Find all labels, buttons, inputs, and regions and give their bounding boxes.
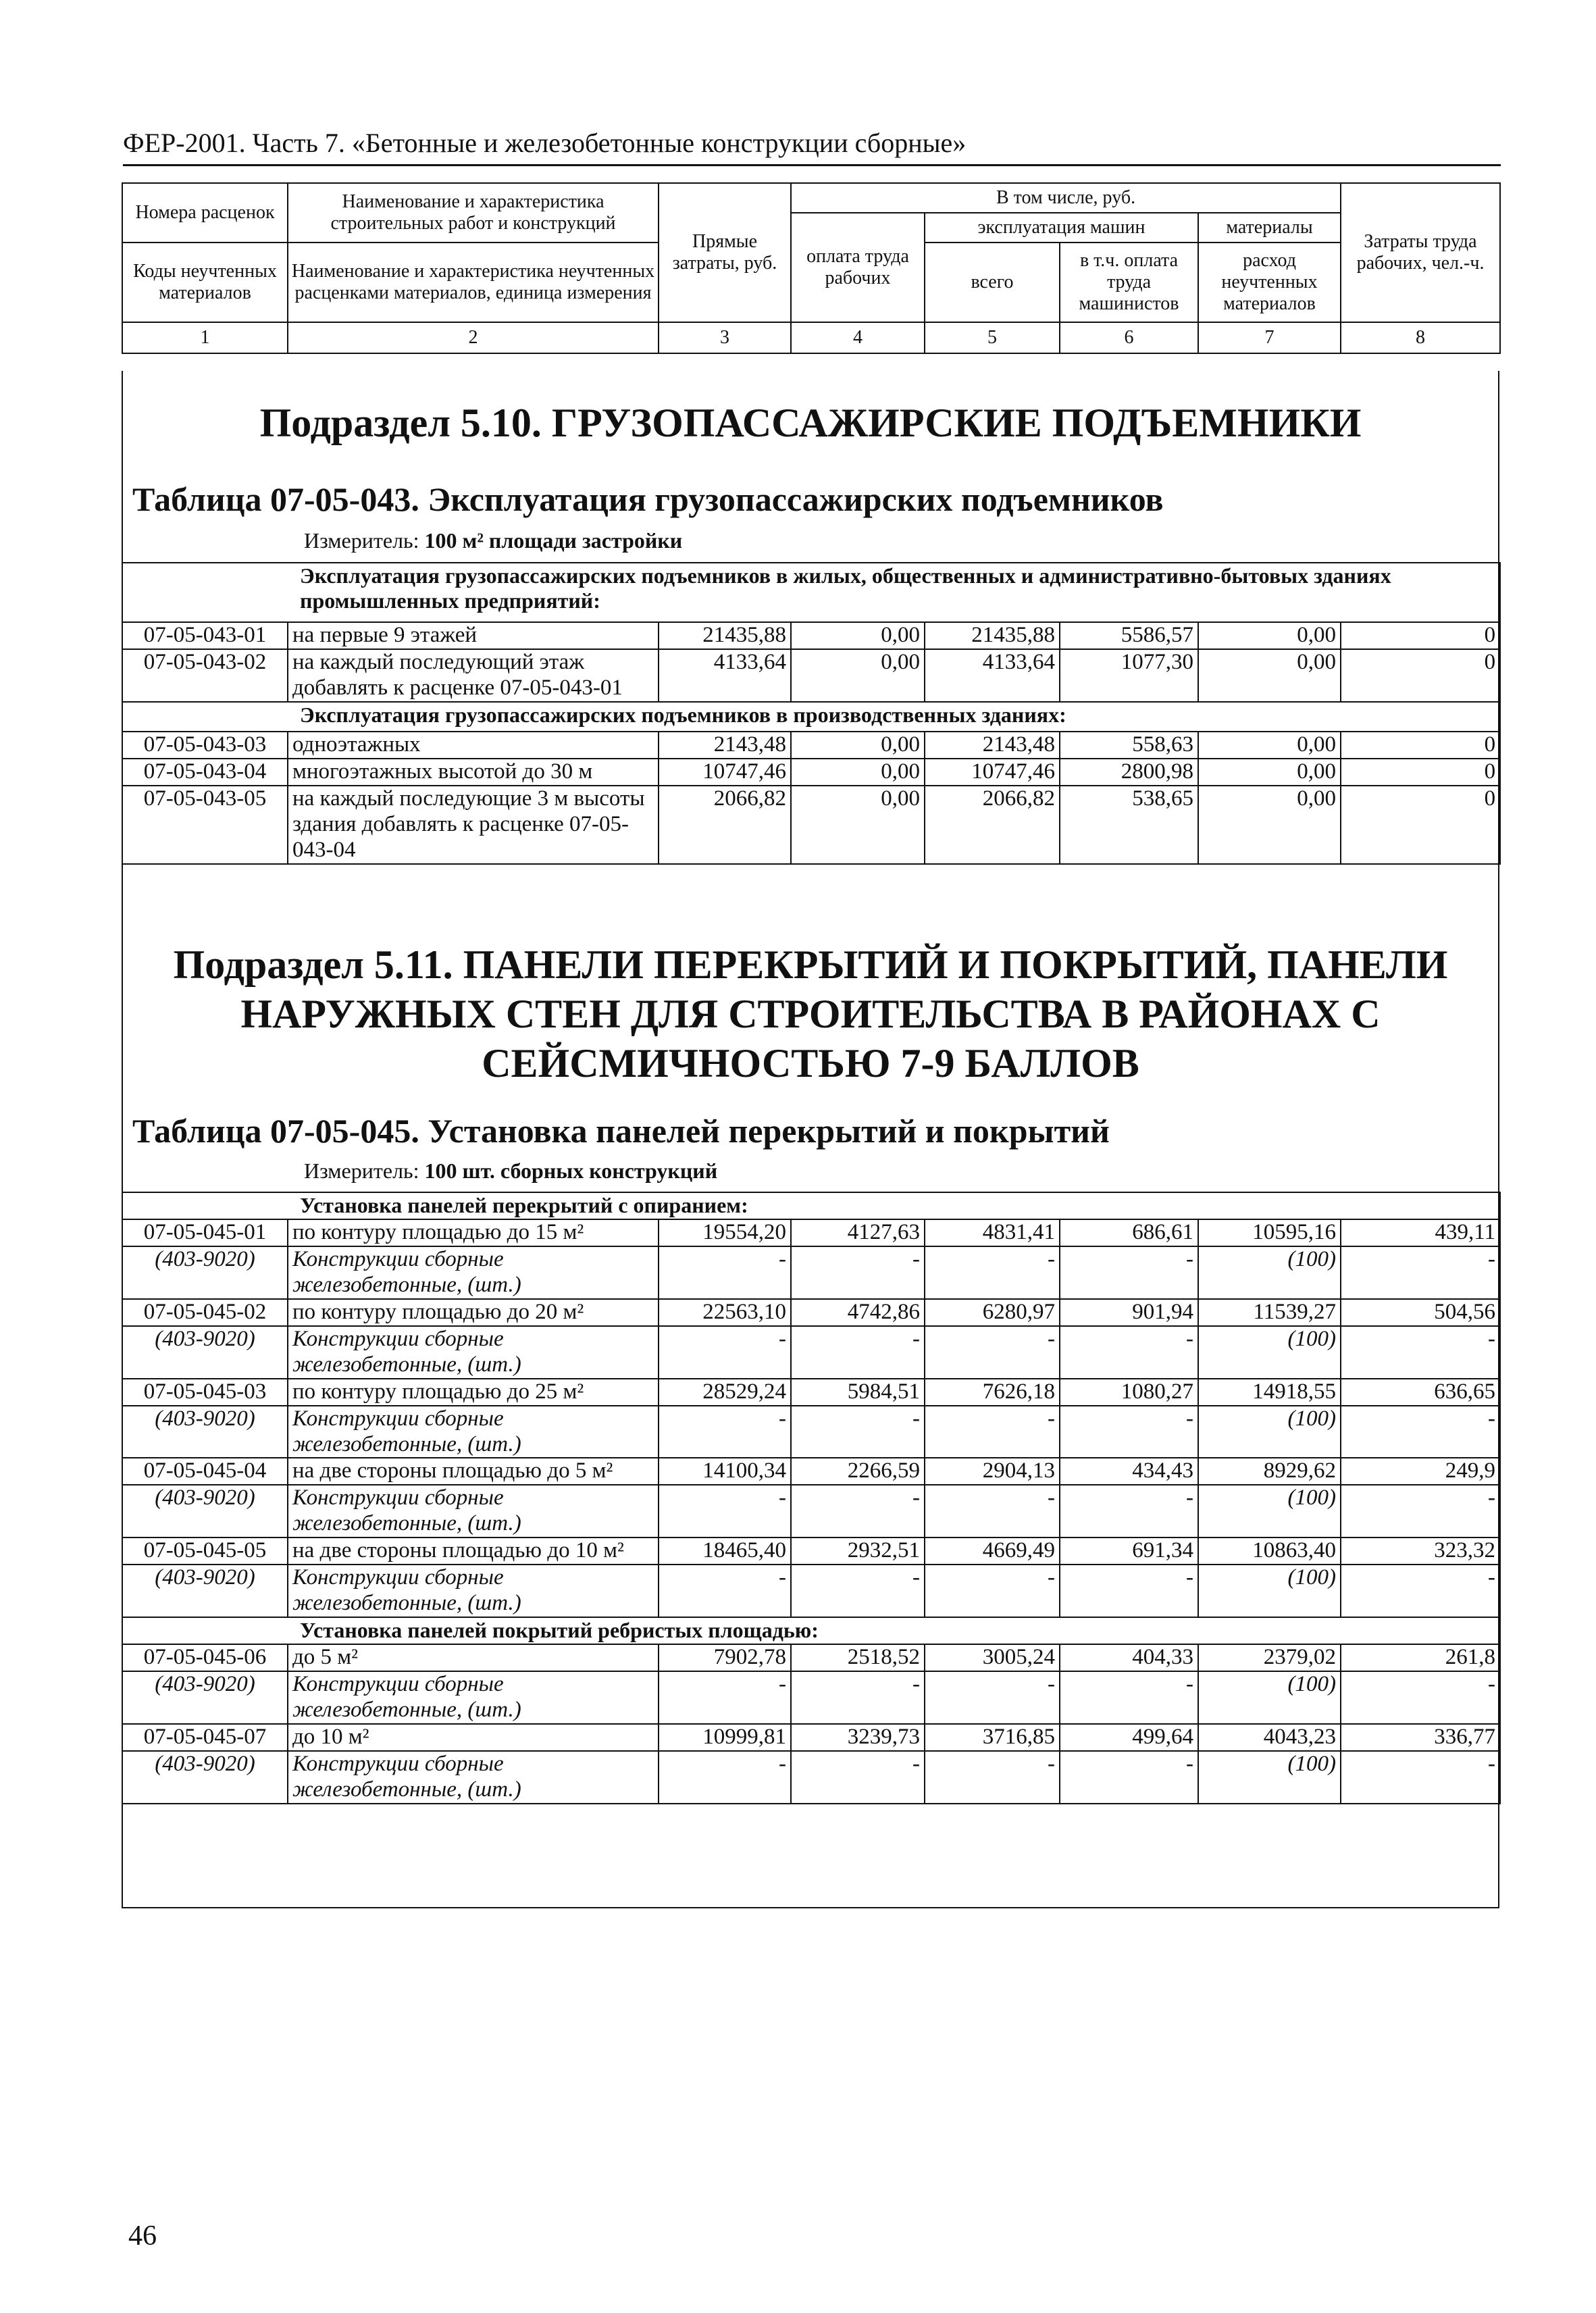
material-name: Конструкции сборные железобетонные, (шт.)	[288, 1751, 659, 1804]
table-title-07-05-045: Таблица 07-05-045. Установка панелей перекрытий и покрытий	[132, 1112, 1110, 1150]
col-head-material-consumption: расход неучтенных материалов	[1198, 243, 1341, 322]
group-heading: Эксплуатация грузопассажирских подъемников в производственных зданиях:	[122, 702, 1500, 732]
material-name: Конструкции сборные железобетонные, (шт.)	[288, 1406, 659, 1458]
material-name: Конструкции сборные железобетонные, (шт.)	[288, 1326, 659, 1379]
meter-value: 100 шт. сборных конструкций	[424, 1159, 718, 1183]
table-title-07-05-043: Таблица 07-05-043. Эксплуатация грузопассажирских подъемников	[132, 480, 1164, 518]
material-row: (403-9020) Конструкции сборные железобетонные, (шт.) - - - - (100) -	[122, 1751, 1500, 1804]
material-row: (403-9020) Конструкции сборные железобетонные, (шт.) - - - - (100) -	[122, 1326, 1500, 1379]
col-number: 3	[659, 322, 791, 353]
table-row: 07-05-045-04 на две стороны площадью до 5 м² 14100,34 2266,59 2904,13 434,43 8929,62 249,9	[122, 1458, 1500, 1485]
col-head-machine-operation: эксплуатация машин	[925, 213, 1198, 243]
table-row: 07-05-045-05 на две стороны площадью до 10 м² 18465,40 2932,51 4669,49 691,34 10863,40 323,32	[122, 1537, 1500, 1565]
material-qty: (100)	[1198, 1671, 1341, 1724]
running-header: ФЕР-2001. Часть 7. «Бетонные и железобетонные конструкции сборные»	[123, 127, 1501, 166]
col-head-rate-number: Номера расценок	[122, 183, 288, 243]
col-head-work-name: Наименование и характеристика строительных работ и конструкций	[288, 183, 659, 243]
table-row: 07-05-045-01 по контуру площадью до 15 м² 19554,20 4127,63 4831,41 686,61 10595,16 439,11	[122, 1219, 1500, 1246]
material-name: Конструкции сборные железобетонные, (шт.)	[288, 1565, 659, 1617]
material-row: (403-9020) Конструкции сборные железобетонные, (шт.) - - - - (100) -	[122, 1485, 1500, 1537]
table-row: 07-05-045-03 по контуру площадью до 25 м² 28529,24 5984,51 7626,18 1080,27 14918,55 636,65	[122, 1379, 1500, 1406]
material-code: (403-9020)	[122, 1671, 288, 1724]
rates-table-07-05-045	[122, 1192, 1501, 1804]
group-heading: Установка панелей перекрытий с опиранием:	[122, 1192, 1500, 1219]
table-row: 07-05-043-02 на каждый последующий этаж добавлять к расценке 07-05-043-01 4133,64 0,00 4133,64 1077,30 0,00 0	[122, 649, 1500, 702]
col-number: 5	[925, 322, 1060, 353]
col-head-operator-pay: в т.ч. оплата труда машинистов	[1060, 243, 1198, 322]
col-head-machine-total: всего	[925, 243, 1060, 322]
table-row: 07-05-043-03 одноэтажных 2143,48 0,00 2143,48 558,63 0,00 0	[122, 732, 1500, 759]
meter-07-05-043: Измеритель: 100 м² площади застройки	[304, 528, 683, 553]
table-row: 07-05-043-04 многоэтажных высотой до 30 м 10747,46 0,00 10747,46 2800,98 0,00 0	[122, 759, 1500, 786]
material-code: (403-9020)	[122, 1565, 288, 1617]
material-qty: (100)	[1198, 1326, 1341, 1379]
group-heading: Эксплуатация грузопассажирских подъемников в жилых, общественных и административно-бытовых зданиях промышленных предприятий:	[122, 563, 1500, 622]
material-code: (403-9020)	[122, 1485, 288, 1537]
col-number: 7	[1198, 322, 1341, 353]
subsection-title-5-10: Подраздел 5.10. ГРУЗОПАССАЖИРСКИЕ ПОДЪЕМНИКИ	[259, 401, 1362, 445]
meter-07-05-045: Измеритель: 100 шт. сборных конструкций	[304, 1159, 718, 1183]
table-row: 07-05-043-01 на первые 9 этажей 21435,88 0,00 21435,88 5586,57 0,00 0	[122, 622, 1500, 649]
col-number: 1	[122, 322, 288, 353]
material-row: (403-9020) Конструкции сборные железобетонные, (шт.) - - - - (100) -	[122, 1671, 1500, 1724]
meter-value: 100 м² площади застройки	[424, 528, 683, 553]
material-name: Конструкции сборные железобетонные, (шт.)	[288, 1671, 659, 1724]
material-name: Конструкции сборные железобетонные, (шт.)	[288, 1246, 659, 1299]
material-qty: (100)	[1198, 1751, 1341, 1804]
column-header-table	[122, 182, 1501, 354]
col-number: 8	[1341, 322, 1500, 353]
group-heading: Установка панелей покрытий ребристых площадью:	[122, 1617, 1500, 1644]
material-qty: (100)	[1198, 1246, 1341, 1299]
material-qty: (100)	[1198, 1485, 1341, 1537]
col-head-direct-costs: Прямые затраты, руб.	[659, 183, 791, 322]
col-number: 2	[288, 322, 659, 353]
col-number: 4	[791, 322, 925, 353]
material-code: (403-9020)	[122, 1751, 288, 1804]
col-head-materials: материалы	[1198, 213, 1341, 243]
rates-table-07-05-043	[122, 562, 1501, 865]
col-head-labor-costs: Затраты труда рабочих, чел.-ч.	[1341, 183, 1500, 322]
col-head-including: В том числе, руб.	[791, 183, 1341, 213]
material-row: (403-9020) Конструкции сборные железобетонные, (шт.) - - - - (100) -	[122, 1565, 1500, 1617]
col-head-material-codes: Коды неучтенных материалов	[122, 243, 288, 322]
material-code: (403-9020)	[122, 1406, 288, 1458]
subsection-title-5-11: Подраздел 5.11. ПАНЕЛИ ПЕРЕКРЫТИЙ И ПОКРЫТИЙ, ПАНЕЛИ НАРУЖНЫХ СТЕН ДЛЯ СТРОИТЕЛЬСТВА В РАЙОНАХ С СЕЙСМИЧНОСТЬЮ 7-9 БАЛЛОВ	[173, 942, 1448, 1086]
material-code: (403-9020)	[122, 1246, 288, 1299]
material-code: (403-9020)	[122, 1326, 288, 1379]
material-row: (403-9020) Конструкции сборные железобетонные, (шт.) - - - - (100) -	[122, 1246, 1500, 1299]
table-row: 07-05-045-07 до 10 м² 10999,81 3239,73 3716,85 499,64 4043,23 336,77	[122, 1724, 1500, 1751]
material-qty: (100)	[1198, 1406, 1341, 1458]
material-name: Конструкции сборные железобетонные, (шт.)	[288, 1485, 659, 1537]
table-row: 07-05-045-06 до 5 м² 7902,78 2518,52 3005,24 404,33 2379,02 261,8	[122, 1644, 1500, 1671]
page-number: 46	[128, 2220, 157, 2252]
col-head-material-name: Наименование и характеристика неучтенных расценками материалов, единица измерения	[288, 243, 659, 322]
col-number: 6	[1060, 322, 1198, 353]
col-head-worker-pay: оплата труда рабочих	[791, 213, 925, 322]
table-row: 07-05-045-02 по контуру площадью до 20 м² 22563,10 4742,86 6280,97 901,94 11539,27 504,56	[122, 1299, 1500, 1326]
material-qty: (100)	[1198, 1565, 1341, 1617]
material-row: (403-9020) Конструкции сборные железобетонные, (шт.) - - - - (100) -	[122, 1406, 1500, 1458]
table-row: 07-05-043-05 на каждый последующие 3 м высоты здания добавлять к расценке 07-05-043-04 2066,82 0,00 2066,82 538,65 0,00 0	[122, 786, 1500, 864]
